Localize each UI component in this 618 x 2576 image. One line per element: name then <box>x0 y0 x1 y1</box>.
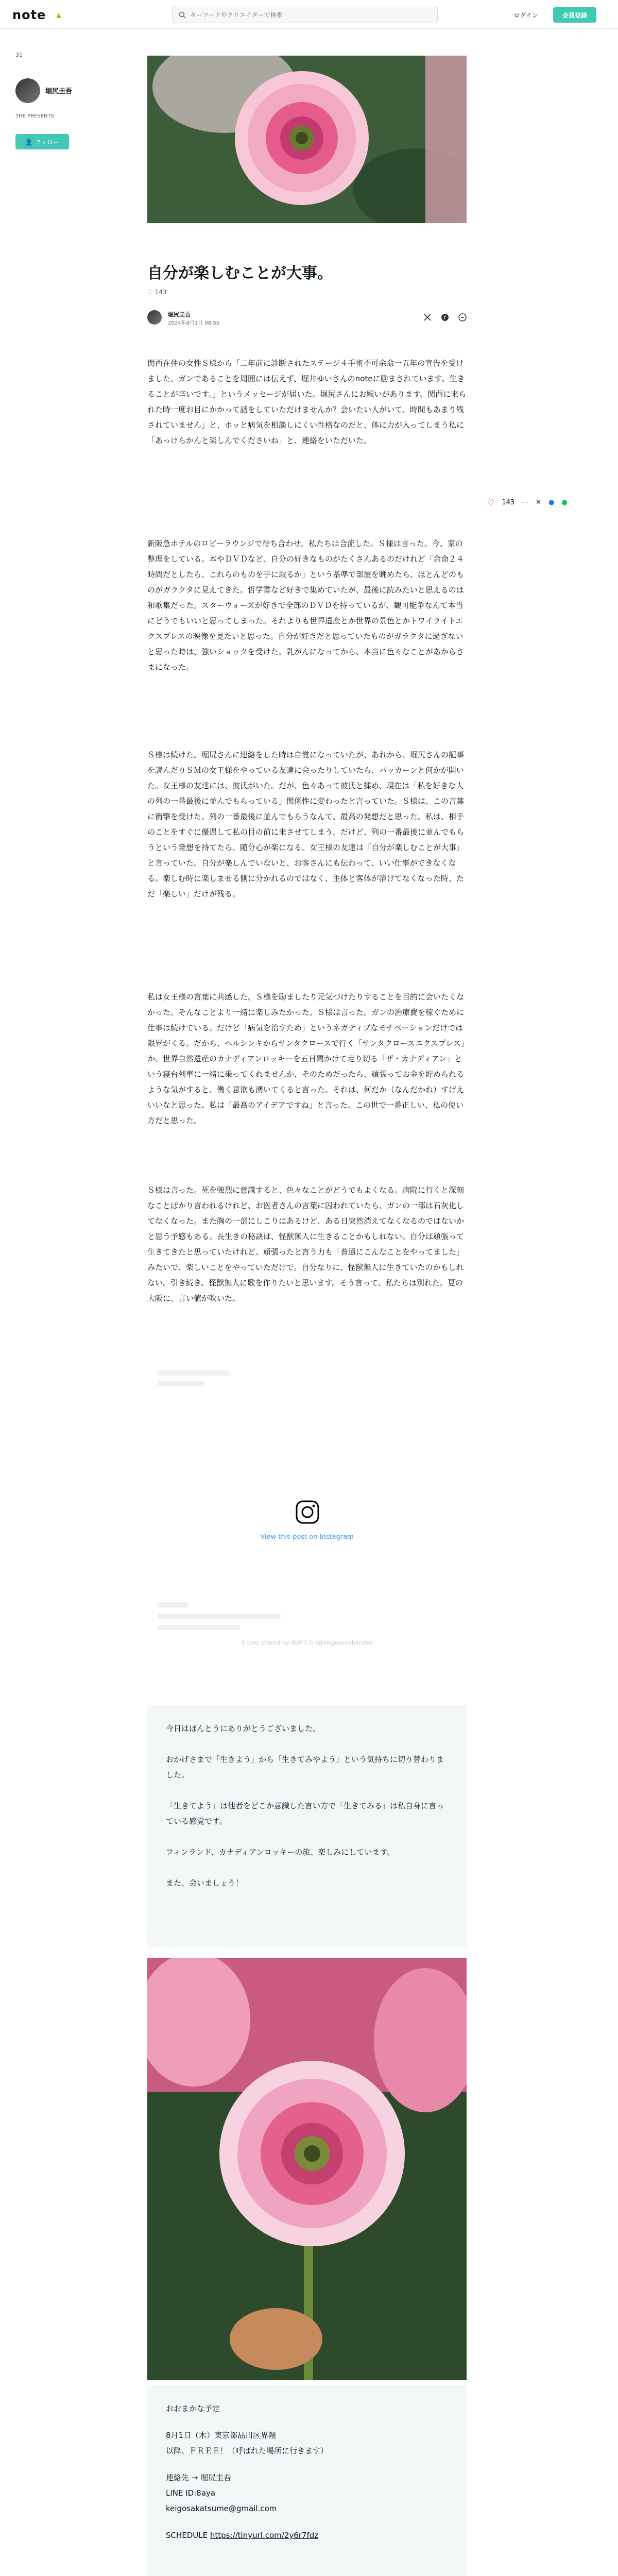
schedule-label: SCHEDULE <box>166 2531 208 2540</box>
post-date: 2024年8月1日 08:55 <box>168 320 220 326</box>
closing-line: 今日はほんとうにありがとうございました。 <box>166 1724 321 1733</box>
placeholder-bar <box>158 1625 240 1630</box>
instagram-link[interactable]: View this post on Instagram <box>260 1533 354 1541</box>
body-paragraph: 私は女王様の言葉に共感した。Ｓ様を励ましたり元気づけたりすることを目的に会いたくなかった。そんなことより一緒に楽しみたかった。Ｓ様は言った。ガンの治療費を稼ぐために仕事は続けている。だけど「病気を治すため」というネガティブなモチベーションだけでは限界がくる。だから、ヘルシンキからサンタクロースで行く「サンタクロースエクスプレス」か、世界自然遺産のカナディアンロッキーを五日間かけて走り切る「ザ・カナディアン」という寝台列車に一緒に乗ってくれませんか、そのためだったら、頑張ってお金を貯められるような気がすると、働く意欲も湧いてくると言った。それは、何だか（なんだかね）すげえいいなと思った。私は「最高のアイデアですね」と言った。この世で一番正しい、私の使い方だと思った。 <box>147 992 465 1125</box>
search-icon <box>179 11 186 19</box>
author-row <box>147 308 467 329</box>
svg-text:f: f <box>444 315 446 321</box>
placeholder-bar <box>158 1381 204 1386</box>
body-paragraph: Ｓ様は言った。死を強烈に意識すると、色々なことがどうでもよくなる。病院に行くと深刻なことばかり言われるけれど、お医者さんの言葉に囚われていたら、ガンの一部は石灰化してなくなった。また胸の一部にしこりはあるけど、ある日突然消えてなくなるのではないかと思う予感もある。長生きの秘訣は、怪獣無人に生きることかもしれない。自分は頑張って生きてきたと思っていたけれど、頑張ったと言う力も「普通にこんなことをやってました」みたいで、楽しいことをやっていただけで。自分なりに、怪獣無人に生きていたのかもしれない。引き続き、怪獣無人に歌を作りたいと思います。そう言って、私たちは別れた。夏の大阪に、言い値が吹いた。 <box>147 1185 465 1303</box>
link-icon[interactable] <box>458 313 467 321</box>
follow-label: フォロー <box>35 138 60 146</box>
closing-line: また、会いましょう！ <box>166 1878 244 1888</box>
author-name[interactable]: 堀尻圭吾 <box>168 311 191 318</box>
sparkle-icon <box>54 11 63 20</box>
closing-line: フィンランド、カナディアンロッキーの旅、楽しみにしています。 <box>166 1848 395 1857</box>
sidebar-author-name[interactable]: 堀尻圭吾 <box>45 88 73 95</box>
sidebar-author <box>15 52 108 146</box>
info-line: 8月1日（木）東京都品川区界隈 以降、ＦＲＥＥ！（呼ばれた場所に行きます） <box>166 2431 329 2455</box>
facebook-icon[interactable]: ● <box>548 498 555 506</box>
heart-icon[interactable]: ♡ <box>487 497 495 507</box>
placeholder-bar <box>158 1614 281 1619</box>
x-icon[interactable] <box>423 313 432 321</box>
article-like-count[interactable] <box>147 289 167 296</box>
note-logo[interactable] <box>12 8 63 22</box>
instagram-icon <box>295 1499 320 1525</box>
top-header <box>0 0 618 29</box>
like-count-value: 143 <box>154 289 167 296</box>
body-paragraph: 新阪急ホテルのロビーラウンジで待ち合わせ。私たちは合流した。Ｓ様は言った。今、家の整理をしている。本やＤＶＤなど、自分の好きなものがたくさんあるのだけれど「余命２４時間だとしたら、これらのものを手に取るか」という基準で部屋を眺めたら、ほとんどのものがガラクタに見えてきた。哲学書など好きで集めていたが、最後に読みたいと思えるのは和歌集だった。スターウォーズが好きで全部のＤＶＤを持っているが、観可能争なんて本当にどうでもいいと思ってしまった。それよりも世界遺産とか世界の景色とかトワイライトエクスプレスの映像を見たいと思った。自分が好きだと思っていたものがガラクタに過ぎないと思った時は、強いショックを受けた。乳がんになってから、本当に色々なことがあからさまになった。 <box>147 539 465 672</box>
avatar[interactable] <box>147 310 162 325</box>
heart-icon: ♡ <box>147 289 153 296</box>
placeholder-bar <box>158 1602 188 1607</box>
sidebar-magazine[interactable]: THE PRESENTS <box>15 113 55 119</box>
page-title: 自分が楽しむことが大事。 <box>147 264 333 282</box>
sidebar-follow-button[interactable] <box>15 134 69 149</box>
info-line: 連絡先 → 堀尻圭吾 LINE ID:8aya keigosakatsume@gmail.com <box>166 2473 277 2513</box>
instagram-caption: A post shared by 堀尻圭吾 (@keigoxxxxbarato) <box>241 1639 373 1646</box>
schedule-line <box>166 2528 448 2543</box>
menu-icon[interactable]: ⋯ <box>522 498 529 506</box>
schedule-info-box <box>147 2385 467 2576</box>
body-paragraph: 関西在住の女性Ｓ様から「二年前に診断されたステージ４手術不可余命一五年の宣告を受けました。ガンであることを周囲には伝えず、堀井ゆいさんのnoteに励まされています。生きることが辛いです。」というメッセージが届いた。堀尻さんにお願いがあります。関西に来られた時一度お目にかかって話をしていただけませんか？会いたい人がいて、時間もあまり残されていません」と、ホッと病気を相談しにくい性格なのだと、体に力が入ってしまう私に「あっけらかんと楽しんでくださいね」と、連絡をいただいた。 <box>147 359 467 445</box>
x-icon[interactable]: ✕ <box>536 498 542 506</box>
schedule-link[interactable]: https://tinyurl.com/2y6r7fdz <box>210 2531 319 2540</box>
hero-image <box>147 56 467 223</box>
signup-button[interactable]: 会員登録 <box>553 7 596 23</box>
logo-text: note <box>12 8 46 22</box>
line-icon[interactable]: ● <box>561 498 568 506</box>
body-paragraph: Ｓ様は続けた。堀尻さんに連絡をした時は自覚になっていたが、あれから、堀尻さんの記事を読んだりＳＭの女王様をやっている友達に会ったりしていたら、バッカーンと何かが開いた。女王様の友達には、彼氏がいた。だが、色々あって彼氏と揉め、現在は「私を好きな人の列の一番最後に並んでもらっている」関係性に変わったと言っていた。Ｓ様は、この言葉に衝撃を受けた。列の一番最後に並んでもらうなんて、最高の発想だと思った。私は、相手のことをすぐに優遇して私の目の前に来させてしまう。だけど、列の一番最後に並んでもらうという発想を持てたら、随分心が楽になる。女王様の友達は「自分が楽しむことが大事」と言っていた。自分が楽しんでいないと、お客さんにも伝わって、いい仕事ができなくなる。楽しむ時に楽しませる側に分かれるのではなく、主体と客体が溶けてなくなった時、ただ「楽しい」だけが残る。 <box>147 750 465 899</box>
floating-like-count: 143 <box>502 498 515 506</box>
placeholder-bar <box>158 1370 230 1376</box>
info-line: おおまかな予定 <box>166 2404 220 2413</box>
closing-line: 「生きてよう」は他者をどこか意識した言い方で「生きてみる」は私自身に言っている感覚です。 <box>166 1801 444 1826</box>
instagram-embed[interactable] <box>147 1360 467 1680</box>
login-button[interactable]: ログイン <box>506 7 546 23</box>
avatar[interactable] <box>15 78 40 103</box>
floating-action-bar <box>487 495 606 510</box>
follow-icon: 👤 <box>25 138 33 146</box>
search-box[interactable] <box>172 7 438 23</box>
facebook-icon[interactable] <box>441 313 449 321</box>
flower-photo <box>147 1958 467 2380</box>
closing-line: おかげさまで「生きよう」から「生きてみやよう」という気持ちに切り替わりました。 <box>166 1755 444 1780</box>
search-input[interactable] <box>190 7 432 23</box>
share-icons <box>423 313 467 321</box>
closing-message-box <box>147 1705 467 1947</box>
sidebar-count: 31 <box>15 52 23 58</box>
